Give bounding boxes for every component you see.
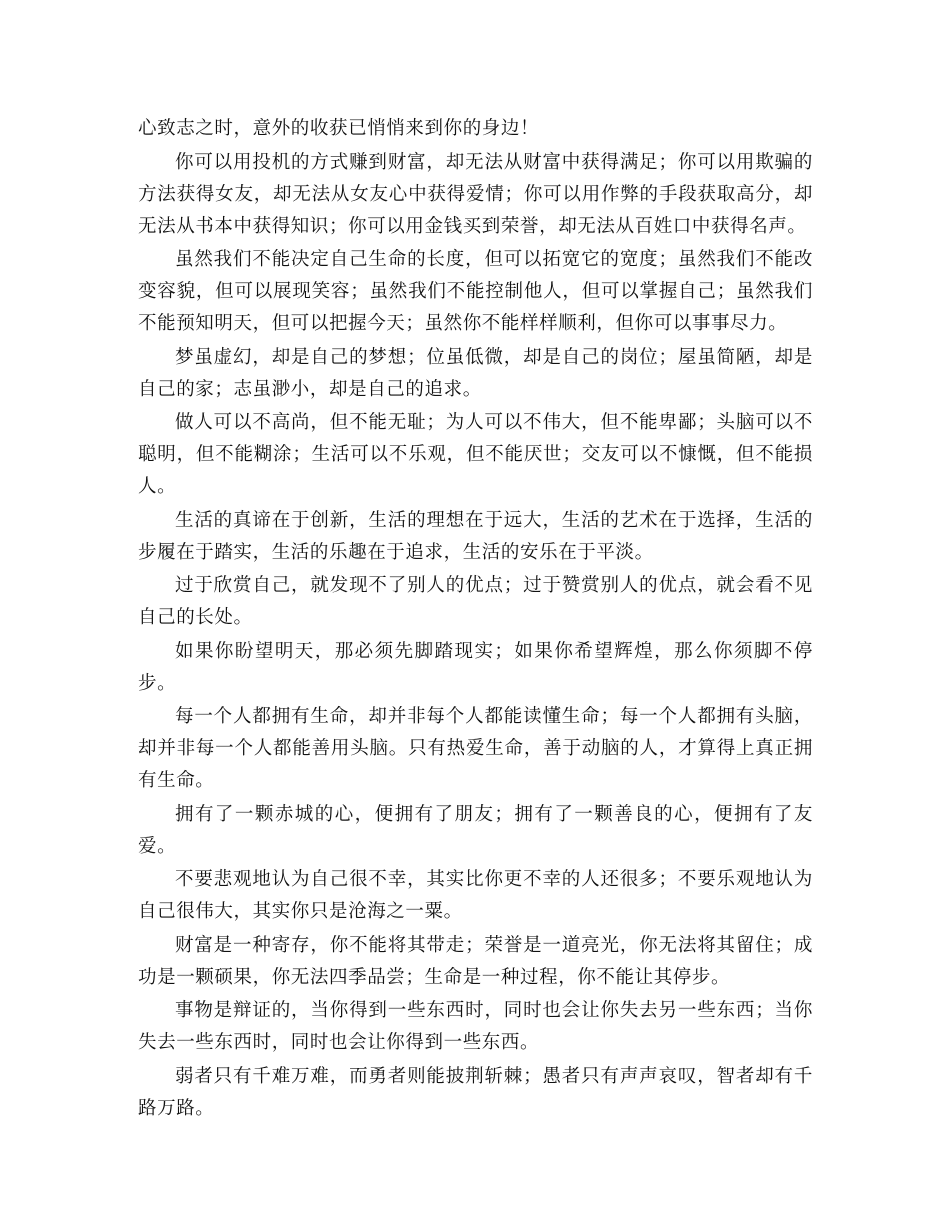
paragraph-heart: 拥有了一颗赤城的心，便拥有了朋友；拥有了一颗善良的心，便拥有了友爱。 [138, 803, 813, 857]
paragraph-conduct: 做人可以不高尚，但不能无耻；为人可以不伟大，但不能卑鄙；头脑可以不聪明，但不能糊涂；生活可以不乐观，但不能厌世；交友可以不慷慨，但不能损人。 [138, 412, 813, 497]
paragraph-wealth: 财富是一种寄存，你不能将其带走；荣誉是一道亮光，你无法将其留住；成功是一颗硕果，你无法四季品尝；生命是一种过程，你不能让其停步。 [138, 934, 813, 988]
paragraph-life-width: 虽然我们不能决定自己生命的长度，但可以拓宽它的宽度；虽然我们不能改变容貌，但可以展现笑容；虽然我们不能控制他人，但可以掌握自己；虽然我们不能预知明天，但可以把握今天；虽然你不能样样顺利，但你可以事事尽力。 [138, 249, 813, 334]
paragraph-life-understanding: 每一个人都拥有生命，却并非每个人都能读懂生命；每一个人都拥有头脑，却并非每一个人都能善用头脑。只有热爱生命，善于动脑的人，才算得上真正拥有生命。 [138, 706, 813, 791]
paragraph-dream: 梦虽虚幻，却是自己的梦想；位虽低微，却是自己的岗位；屋虽简陋，却是自己的家；志虽渺小，却是自己的追求。 [138, 346, 813, 400]
paragraph-tomorrow: 如果你盼望明天，那必须先脚踏现实；如果你希望辉煌，那么你须脚不停步。 [138, 640, 813, 694]
paragraph-dialectic: 事物是辩证的，当你得到一些东西时，同时也会让你失去另一些东西；当你失去一些东西时，同时也会让你得到一些东西。 [138, 1000, 813, 1053]
paragraph-speculation: 你可以用投机的方式赚到财富，却无法从财富中获得满足；你可以用欺骗的方法获得女友，却无法从女友心中获得爱情；你可以用作弊的手段获取高分，却无法从书本中获得知识；你可以用金钱买到荣誉，却无法从百姓口中获得名声。 [138, 151, 813, 237]
paragraph-pessimism: 不要悲观地认为自己很不幸，其实比你更不幸的人还很多；不要乐观地认为自己很伟大，其实你只是沧海之一粟。 [138, 869, 813, 922]
paragraph-weak-brave: 弱者只有千难万难，而勇者则能披荆斩棘；愚者只有声声哀叹，智者却有千路万路。 [138, 1065, 813, 1119]
document-body [138, 113, 813, 1126]
paragraph-life-essence: 生活的真谛在于创新，生活的理想在于远大，生活的艺术在于选择，生活的步履在于踏实，生活的乐趣在于追求，生活的安乐在于平淡。 [138, 509, 813, 563]
paragraph-continuation: 心致志之时，意外的收获已悄悄来到你的身边！ [138, 118, 540, 139]
paragraph-appreciation: 过于欣赏自己，就发现不了别人的优点；过于赞赏别人的优点，就会看不见自己的长处。 [138, 575, 813, 628]
